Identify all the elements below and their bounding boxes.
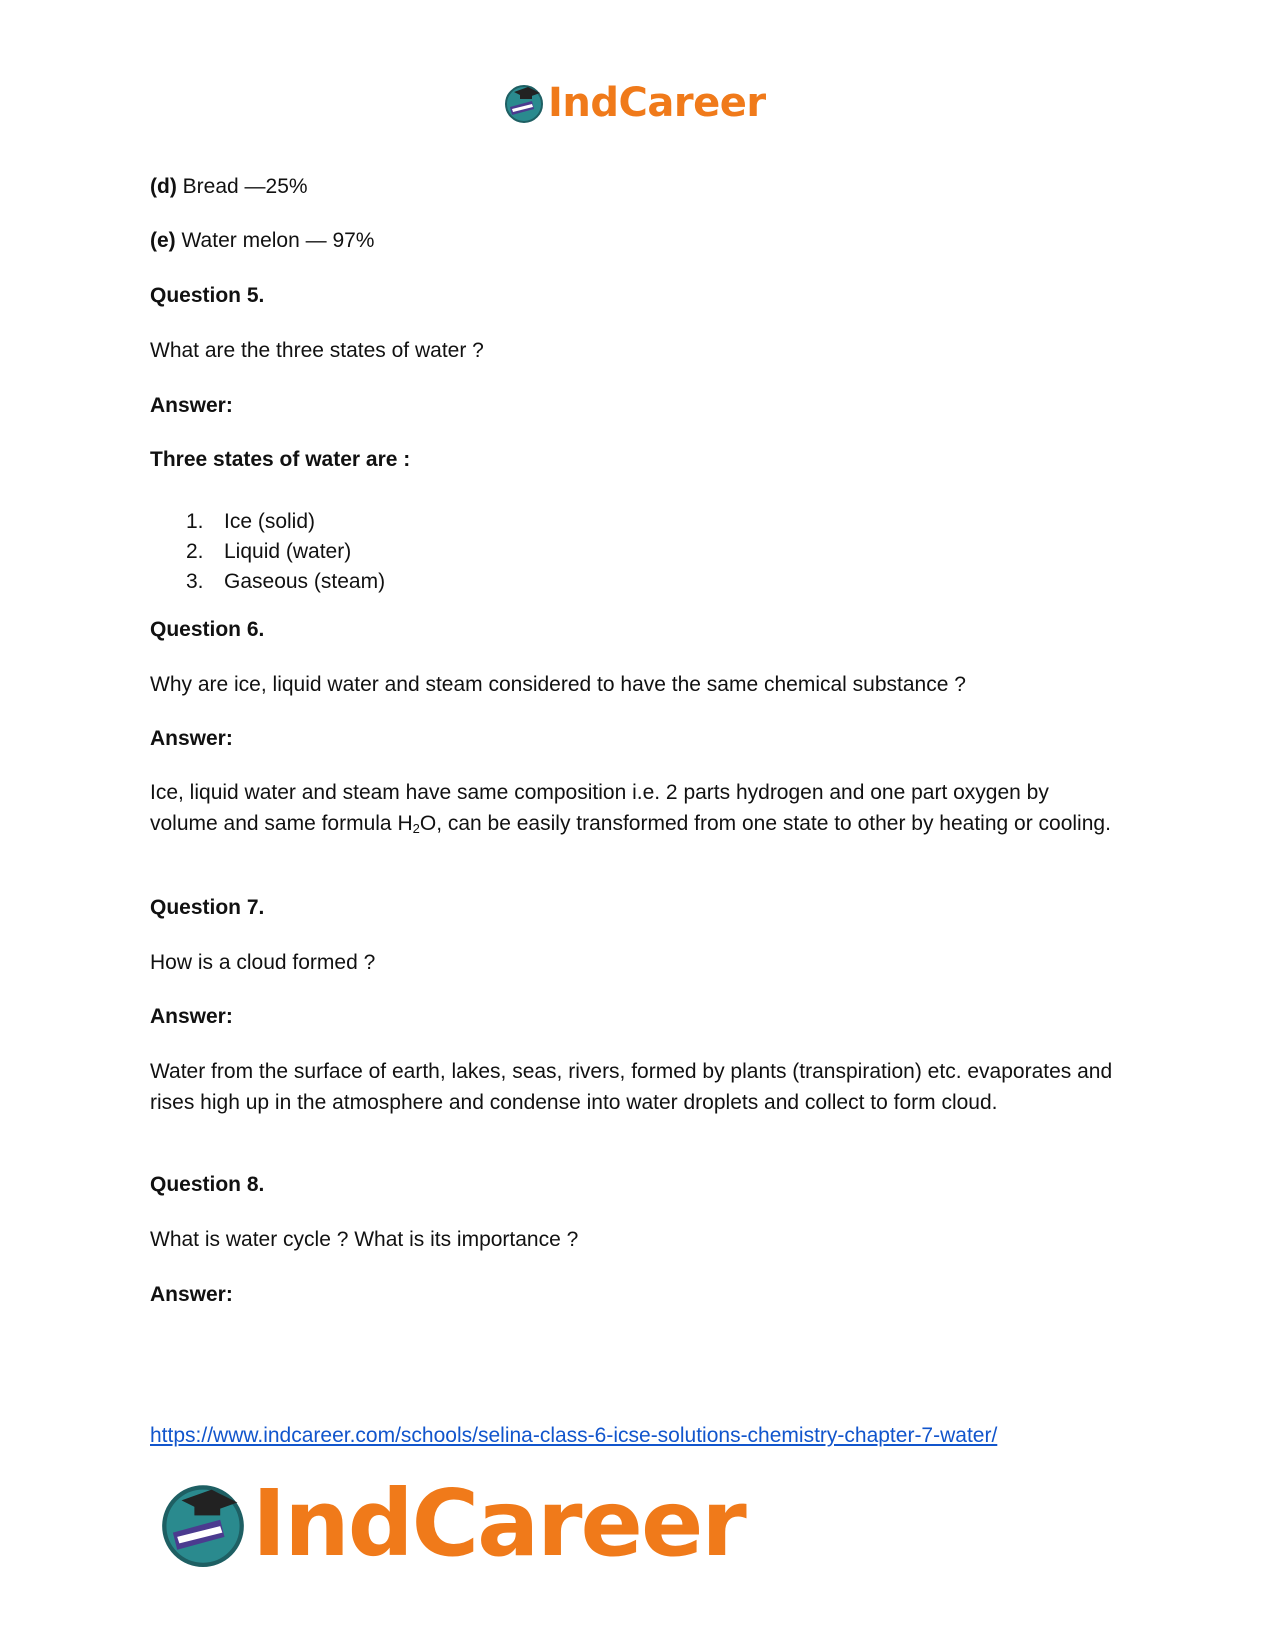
list-item: 1. Ice (solid) [186,510,316,533]
states-list [186,507,385,597]
q6-heading: Question 6. [150,618,265,641]
q8-answer-label: Answer: [150,1283,233,1306]
q6-answer-label: Answer: [150,727,233,750]
q5-heading: Question 5. [150,284,265,307]
logo-globe-icon [504,83,544,123]
q7-answer: Water from the surface of earth, lakes, seas, rivers, formed by plants (transpiration) etc. evaporates and rises high up in the atmosphere and condense into water droplets and collect to form cloud. [150,1060,1113,1114]
list-item: 3. Gaseous (steam) [186,570,386,593]
q5-answer-label: Answer: [150,394,233,417]
q7-answer-label: Answer: [150,1005,233,1028]
q6-answer: Ice, liquid water and steam have same composition i.e. 2 parts hydrogen and one part oxygen by volume and same formula $H_2O$, can be easily transformed from one state to other by heating or cooling. [150,781,1111,836]
q5-question: What are the three states of water ? [150,339,484,362]
q7-heading: Question 7. [150,896,265,919]
source-link[interactable]: https://www.indcareer.com/schools/selina-class-6-icse-solutions-chemistry-chapter-7-water/ [150,1424,998,1447]
item-d: (d) Bread —25% [150,175,308,198]
q5-answer-intro: Three states of water are : [150,448,411,471]
header-logo [504,80,766,126]
logo-wordmark: IndCareer [252,1470,745,1577]
item-e: (e) Water melon — 97% [150,229,375,252]
q6-question: Why are ice, liquid water and steam considered to have the same chemical substance ? [150,673,966,696]
logo-wordmark: IndCareer [548,80,766,126]
q7-question: How is a cloud formed ? [150,951,376,974]
q8-question: What is water cycle ? What is its importance ? [150,1228,579,1251]
logo-globe-icon [160,1481,246,1567]
footer-logo [160,1470,745,1577]
q8-heading: Question 8. [150,1173,265,1196]
list-item: 2. Liquid (water) [186,540,352,563]
